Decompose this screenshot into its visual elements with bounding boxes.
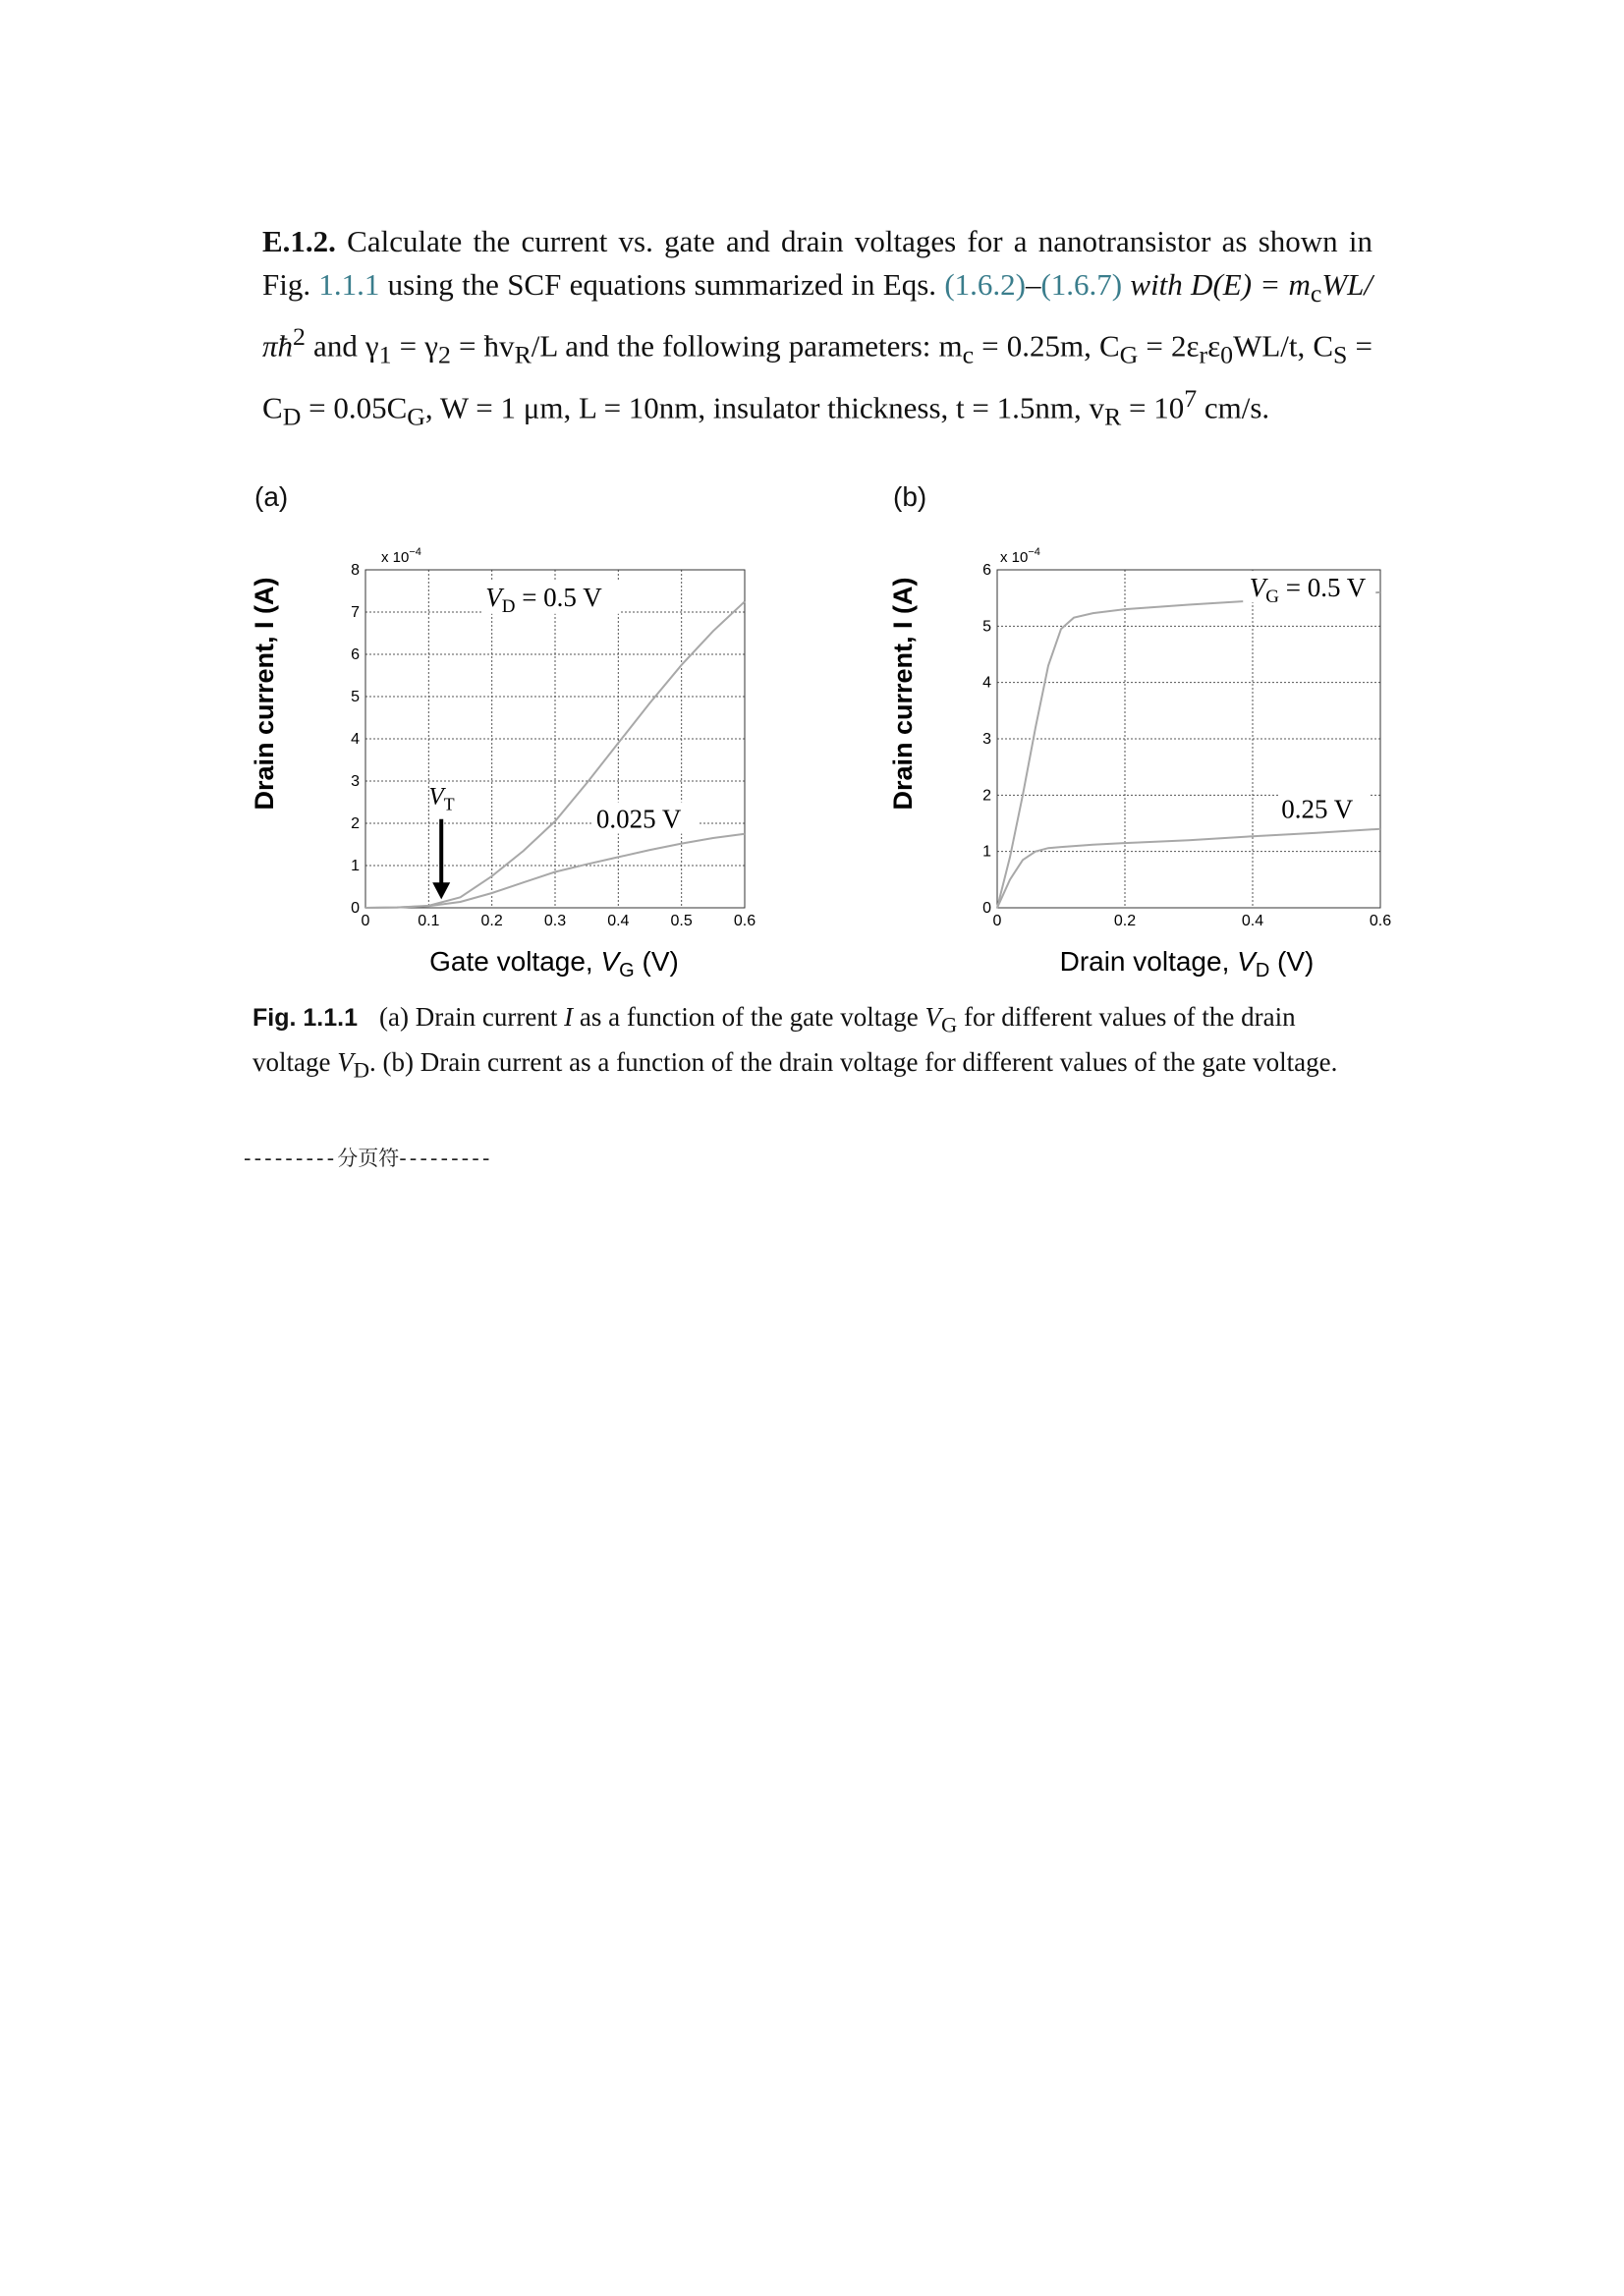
chart-b-ylabel: Drain current, I (A) xyxy=(888,577,918,811)
chart-b-ytick-label: 2 xyxy=(982,787,991,805)
panel-b-label: (b) xyxy=(893,481,927,512)
figure-1-1-1 xyxy=(0,0,1624,992)
chart-b-ytick-label: 0 xyxy=(982,900,991,917)
chart-a-ytick-label: 6 xyxy=(351,646,360,663)
exercise-paragraph: E.1.2. Calculate the current vs. gate and drain voltages for a nanotransistor as shown in Fig. 1.1.1 using the SCF equations summarized in Eqs. (1.6.2)–(1.6.7) with $D(E) = m_cWL/\pi ħ^2$ and $\gamma_1 = \gamma_2$ = $ħv_R/L$ and the following parameters: $m_c = 0.25m$, $C_G = 2\varepsilon_r\varepsilon_0WL/t$, $C_S = C_D = 0.05C_G$, W = 1 μm, L = 10nm, insulator thickness, t = 1.5nm, $v_R = 10^7$ cm/s. xyxy=(262,224,1373,431)
chart-a-vt-label: $V_T$ xyxy=(428,783,455,814)
chart-a-exponent: x $10^{-4}$ xyxy=(381,546,421,566)
chart-b-ytick-label: 4 xyxy=(982,674,991,692)
chart-b-series-label-2: 0.25 V xyxy=(1281,794,1354,824)
chart-a-ytick-label: 7 xyxy=(351,604,360,621)
chart-a-ytick-label: 4 xyxy=(351,731,360,748)
chart-b-ytick-label: 3 xyxy=(982,731,991,748)
chart-a-series-label-2: 0.025 V xyxy=(595,804,682,834)
chart-a-xtick-label: 0.3 xyxy=(543,913,567,929)
chart-a xyxy=(250,546,756,981)
chart-b-xtick-label: 0.4 xyxy=(1241,913,1264,929)
chart-b-xtick-label: 0.6 xyxy=(1369,913,1392,929)
chart-a-xlabel: Gate voltage, $V_G$ (V) xyxy=(429,946,679,981)
exercise-label: E.1.2. xyxy=(262,224,336,258)
equation-reference-link[interactable]: (1.6.7) xyxy=(1040,267,1123,302)
chart-b-xlabel: Drain voltage, $V_D$ (V) xyxy=(1059,946,1315,981)
exercise-text: Calculate the current vs. gate and drain voltages for a nanotransistor as shown in Fig. xyxy=(262,224,1372,302)
caption-figure-number: Fig. 1.1.1 xyxy=(252,1004,358,1032)
chart-b-ytick-label: 1 xyxy=(982,843,991,861)
chart-a-ytick-label: 1 xyxy=(351,858,360,874)
chart-b-series-line-2 xyxy=(997,829,1380,908)
figure-caption: Fig. 1.1.1 (a) Drain current I as a function of the gate voltage $V_G$ for different values of the drain voltage $V_D$. (b) Drain current as a function of the drain voltage for different values of the gate voltage. xyxy=(252,1002,1338,1083)
chart-a-ylabel: Drain current, I (A) xyxy=(250,577,279,811)
chart-a-vt-arrowhead xyxy=(432,882,450,899)
chart-b-xtick-label: 0.2 xyxy=(1113,913,1137,929)
chart-b-series-line-1 xyxy=(997,592,1380,908)
chart-b-ytick-label: 5 xyxy=(982,618,991,636)
equation-reference-link[interactable]: (1.6.2) xyxy=(944,267,1026,302)
chart-a-ytick-label: 2 xyxy=(351,815,360,832)
chart-a-ytick-label: 5 xyxy=(351,689,360,705)
panel-a-label: (a) xyxy=(254,481,289,512)
chart-a-xtick-label: 0.4 xyxy=(607,913,630,929)
chart-b-ytick-label: 6 xyxy=(982,562,991,579)
page-break-label: 分页符 xyxy=(337,1147,400,1170)
chart-a-series-label-1: $V_D = 0.5$ V xyxy=(485,582,602,617)
page-break-marker: ---------分页符--------- xyxy=(244,1147,493,1170)
chart-b-series-label-1: $V_G = 0.5$ V xyxy=(1249,573,1367,608)
chart-a-xtick-label: 0.6 xyxy=(733,913,756,929)
chart-a-ytick-label: 3 xyxy=(351,773,360,790)
chart-a-ytick-label: 8 xyxy=(351,562,360,579)
chart-a-xtick-label: 0.2 xyxy=(480,913,503,929)
chart-a-xtick-label: 0.5 xyxy=(670,913,693,929)
chart-a-ytick-label: 0 xyxy=(351,900,360,917)
chart-a-xtick-label: 0.1 xyxy=(418,913,440,929)
figure-reference-link[interactable]: 1.1.1 xyxy=(318,267,380,302)
chart-b-exponent: x $10^{-4}$ xyxy=(1000,546,1040,566)
chart-b-plot-frame xyxy=(997,570,1380,908)
chart-a-xtick-label: 0 xyxy=(361,913,370,929)
chart-b xyxy=(888,546,1391,981)
chart-b-xtick-label: 0 xyxy=(992,913,1002,929)
